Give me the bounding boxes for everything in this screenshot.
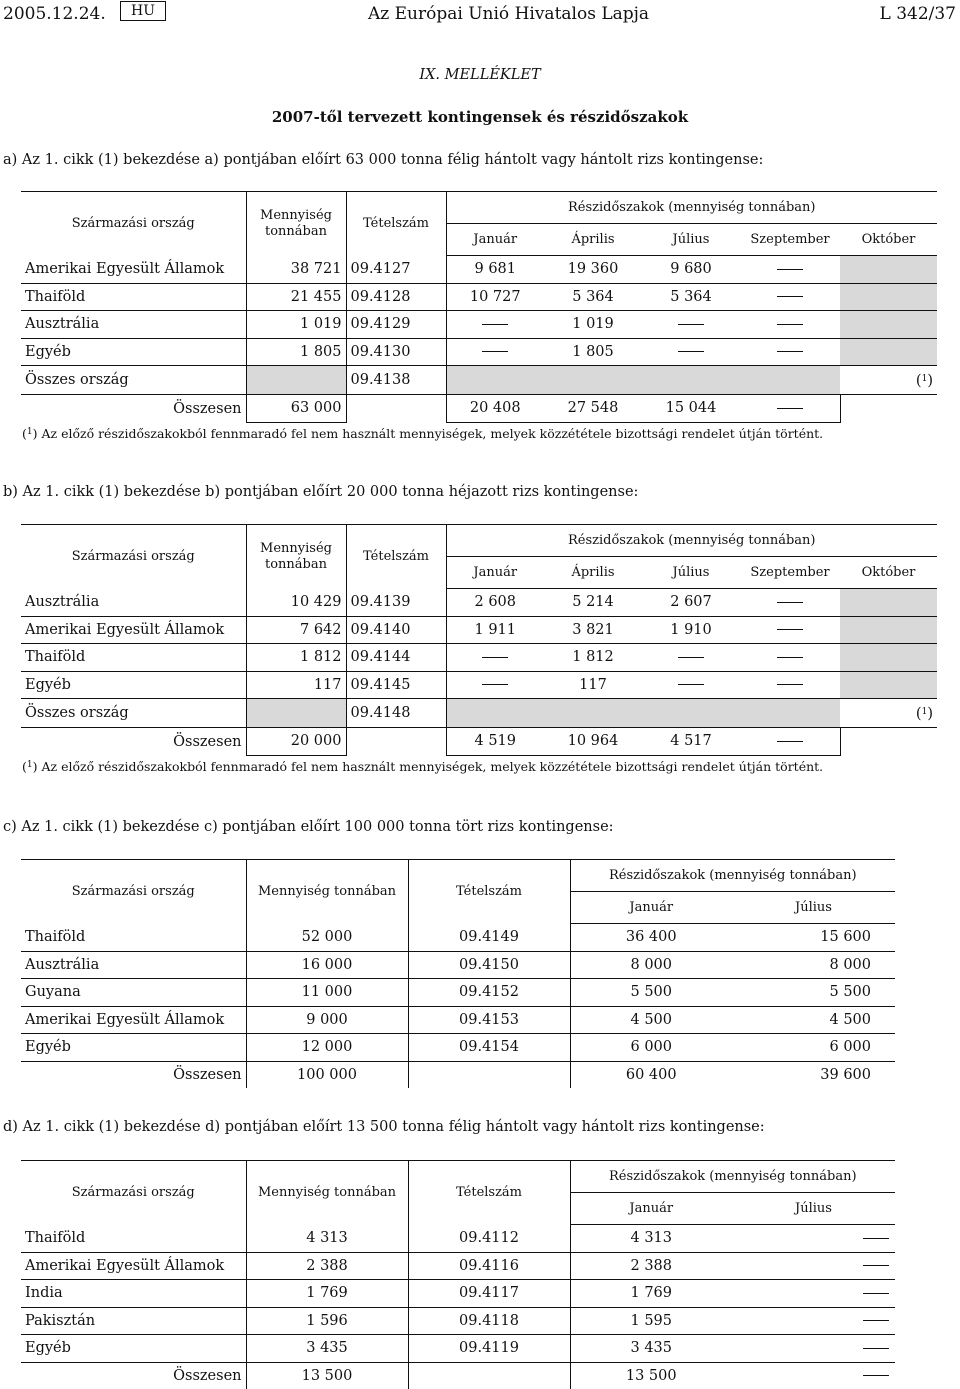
october-cell xyxy=(840,311,937,339)
total-january-cell: 4 519 xyxy=(446,728,544,756)
quantity-column-header: Mennyiség tonnában xyxy=(246,1161,408,1225)
october-cell xyxy=(840,671,937,699)
september-cell xyxy=(740,671,840,699)
total-label: Összesen xyxy=(173,1367,242,1384)
july-cell xyxy=(732,1307,895,1335)
order-number-cell: 09.4152 xyxy=(408,979,570,1007)
country-cell: Ausztrália xyxy=(21,589,246,617)
table-row xyxy=(21,589,937,617)
july-cell: 5 500 xyxy=(732,979,895,1007)
october-column-header: Október xyxy=(840,557,937,589)
july-cell xyxy=(642,311,740,339)
april-cell: 1 805 xyxy=(544,338,642,366)
order-number-cell: 09.4119 xyxy=(408,1335,570,1363)
january-cell xyxy=(446,311,544,339)
total-quantity-cell: 20 000 xyxy=(246,728,346,756)
january-cell: 1 595 xyxy=(570,1307,732,1335)
quantity-cell: 52 000 xyxy=(246,924,408,952)
order-number-cell: 09.4140 xyxy=(346,616,446,644)
country-cell: Thaiföld xyxy=(21,924,246,952)
july-cell xyxy=(642,671,740,699)
quantity-header-line: tonnában xyxy=(265,223,327,239)
quantity-cell: 2 388 xyxy=(246,1252,408,1280)
april-column-header: Április xyxy=(544,557,642,589)
july-cell: 8 000 xyxy=(732,951,895,979)
total-april-cell: 10 964 xyxy=(544,728,642,756)
header-date: 2005.12.24. xyxy=(3,4,106,24)
section-b-table xyxy=(21,524,937,756)
september-column-header: Szeptember xyxy=(740,224,840,256)
july-cell: 9 680 xyxy=(642,256,740,284)
table-row xyxy=(21,924,895,952)
order-number-cell: 09.4150 xyxy=(408,951,570,979)
country-cell: Egyéb xyxy=(21,1034,246,1062)
country-cell: Ausztrália xyxy=(21,951,246,979)
january-cell xyxy=(446,671,544,699)
table-row xyxy=(21,1225,895,1253)
order-number-cell: 09.4145 xyxy=(346,671,446,699)
table-row xyxy=(21,671,937,699)
october-column-header: Október xyxy=(840,224,937,256)
section-a-table xyxy=(21,191,937,423)
page-header xyxy=(0,2,960,26)
country-cell: Guyana xyxy=(21,979,246,1007)
july-cell: 15 600 xyxy=(732,924,895,952)
blank-cell xyxy=(408,1061,570,1088)
total-july-cell: 15 044 xyxy=(642,395,740,423)
annex-title: 2007-től tervezett kontingensek és részidőszakok xyxy=(271,108,689,126)
total-july-cell xyxy=(732,1362,895,1389)
subperiods-header: Részidőszakok (mennyiség tonnában) xyxy=(446,525,937,557)
january-cell xyxy=(446,338,544,366)
april-cell: 5 214 xyxy=(544,589,642,617)
january-cell: 1 769 xyxy=(570,1280,732,1308)
quantity-header-line: tonnában xyxy=(265,556,327,572)
quantity-cell: 38 721 xyxy=(246,256,346,284)
country-cell: Amerikai Egyesült Államok xyxy=(21,1006,246,1034)
table-row xyxy=(21,283,937,311)
quantity-cell: 4 313 xyxy=(246,1225,408,1253)
country-cell: Egyéb xyxy=(21,338,246,366)
order-number-cell: 09.4149 xyxy=(408,924,570,952)
order-number-column-header: Tételszám xyxy=(408,1161,570,1225)
section-d-intro: d) Az 1. cikk (1) bekezdése d) pontjában előírt 13 500 tonna félig hántolt vagy hántolt rizs kontingense: xyxy=(3,1119,765,1135)
quantity-header-line: Mennyiség xyxy=(260,207,332,223)
order-number-cell: 09.4130 xyxy=(346,338,446,366)
quantity-cell: 11 000 xyxy=(246,979,408,1007)
april-cell: 1 019 xyxy=(544,311,642,339)
total-label: Összesen xyxy=(173,1066,242,1083)
quantity-cell: 1 019 xyxy=(246,311,346,339)
section-c-table xyxy=(21,859,895,1088)
blank-cell xyxy=(840,395,937,423)
july-column-header: Július xyxy=(642,557,740,589)
july-column-header: Július xyxy=(732,892,895,924)
january-column-header: Január xyxy=(570,1193,732,1225)
order-number-cell: 09.4129 xyxy=(346,311,446,339)
table-row xyxy=(21,1252,895,1280)
table-row xyxy=(21,951,895,979)
country-cell: Thaiföld xyxy=(21,283,246,311)
order-number-column-header: Tételszám xyxy=(346,192,446,256)
order-number-cell: 09.4118 xyxy=(408,1307,570,1335)
journal-title: Az Európai Unió Hivatalos Lapja xyxy=(368,4,650,24)
subperiods-header: Részidőszakok (mennyiség tonnában) xyxy=(446,192,937,224)
order-number-cell: 09.4144 xyxy=(346,644,446,672)
april-column-header: Április xyxy=(544,224,642,256)
quantity-cell: 1 769 xyxy=(246,1280,408,1308)
quantity-column-header xyxy=(246,192,346,256)
total-row xyxy=(21,395,937,423)
quantity-cell: 9 000 xyxy=(246,1006,408,1034)
country-column-header: Származási ország xyxy=(21,525,246,589)
january-cell: 2 388 xyxy=(570,1252,732,1280)
september-cell xyxy=(740,283,840,311)
july-cell xyxy=(642,338,740,366)
october-cell: ($^1$) xyxy=(840,366,937,395)
country-cell: Egyéb xyxy=(21,1335,246,1363)
quantity-cell: 7 642 xyxy=(246,616,346,644)
subperiod-cell xyxy=(446,366,840,395)
page-reference: L 342/37 xyxy=(879,4,956,24)
october-cell xyxy=(840,589,937,617)
country-cell: Összes ország xyxy=(21,366,246,395)
quantity-cell xyxy=(246,366,346,395)
total-january-cell: 20 408 xyxy=(446,395,544,423)
total-july-cell: 39 600 xyxy=(820,1066,872,1083)
july-column-header: Július xyxy=(732,1193,895,1225)
july-cell xyxy=(642,644,740,672)
table-row xyxy=(21,644,937,672)
quantity-cell: 1 596 xyxy=(246,1307,408,1335)
country-column-header: Származási ország xyxy=(21,192,246,256)
july-cell xyxy=(732,1335,895,1363)
quantity-column-header: Mennyiség tonnában xyxy=(246,860,408,924)
table-row xyxy=(21,256,937,284)
country-column-header: Származási ország xyxy=(21,860,246,924)
april-cell: 117 xyxy=(544,671,642,699)
table-row xyxy=(21,616,937,644)
blank-cell xyxy=(840,728,937,756)
quantity-header-line: Mennyiség xyxy=(260,540,332,556)
country-cell: Pakisztán xyxy=(21,1307,246,1335)
april-cell: 19 360 xyxy=(544,256,642,284)
january-column-header: Január xyxy=(446,224,544,256)
october-cell xyxy=(840,644,937,672)
order-number-cell: 09.4127 xyxy=(346,256,446,284)
quantity-cell: 16 000 xyxy=(246,951,408,979)
quantity-cell: 3 435 xyxy=(246,1335,408,1363)
september-cell xyxy=(740,311,840,339)
quantity-cell: 21 455 xyxy=(246,283,346,311)
order-number-column-header: Tételszám xyxy=(408,860,570,924)
september-cell xyxy=(740,338,840,366)
quantity-cell xyxy=(246,699,346,728)
section-b-footnote: ($^1$) Az előző részidőszakokból fennmaradó fel nem használt mennyiségek, melyek közzététele bizottsági rendelet útján történt. xyxy=(22,759,824,774)
july-cell xyxy=(732,1225,895,1253)
language-badge: HU xyxy=(120,1,166,21)
blank-cell xyxy=(346,728,446,756)
total-label: Összesen xyxy=(173,733,242,750)
october-cell xyxy=(840,616,937,644)
all-countries-row xyxy=(21,366,937,395)
table-row xyxy=(21,979,895,1007)
order-number-cell: 09.4153 xyxy=(408,1006,570,1034)
order-number-column-header: Tételszám xyxy=(346,525,446,589)
country-cell: India xyxy=(21,1280,246,1308)
january-cell: 8 000 xyxy=(570,951,732,979)
order-number-cell: 09.4117 xyxy=(408,1280,570,1308)
order-number-cell: 09.4128 xyxy=(346,283,446,311)
table-row xyxy=(21,1280,895,1308)
january-column-header: Január xyxy=(446,557,544,589)
july-cell: 6 000 xyxy=(732,1034,895,1062)
october-cell: ($^1$) xyxy=(840,699,937,728)
january-cell: 5 500 xyxy=(570,979,732,1007)
september-cell xyxy=(740,616,840,644)
january-cell: 3 435 xyxy=(570,1335,732,1363)
january-cell: 1 911 xyxy=(446,616,544,644)
january-cell: 10 727 xyxy=(446,283,544,311)
quantity-cell: 1 812 xyxy=(246,644,346,672)
country-column-header: Származási ország xyxy=(21,1161,246,1225)
total-september-cell xyxy=(740,395,840,423)
september-cell xyxy=(740,589,840,617)
july-cell: 2 607 xyxy=(642,589,740,617)
january-cell: 9 681 xyxy=(446,256,544,284)
july-cell xyxy=(732,1280,895,1308)
october-cell xyxy=(840,256,937,284)
july-column-header: Július xyxy=(642,224,740,256)
country-cell: Egyéb xyxy=(21,671,246,699)
january-cell xyxy=(446,644,544,672)
january-cell: 4 500 xyxy=(570,1006,732,1034)
annex-label: IX. MELLÉKLET xyxy=(419,67,541,83)
total-label: Összesen xyxy=(173,400,242,417)
section-c-intro: c) Az 1. cikk (1) bekezdése c) pontjában előírt 100 000 tonna tört rizs kontingense: xyxy=(3,819,614,835)
september-cell xyxy=(740,256,840,284)
january-cell: 36 400 xyxy=(570,924,732,952)
october-cell xyxy=(840,338,937,366)
quantity-cell: 117 xyxy=(246,671,346,699)
country-cell: Összes ország xyxy=(21,699,246,728)
section-d-table xyxy=(21,1160,895,1389)
footnote-reference: 1 xyxy=(921,374,928,384)
april-cell: 1 812 xyxy=(544,644,642,672)
table-row xyxy=(21,1034,895,1062)
total-april-cell: 27 548 xyxy=(544,395,642,423)
total-row xyxy=(21,728,937,756)
quantity-cell: 12 000 xyxy=(246,1034,408,1062)
january-cell: 2 608 xyxy=(446,589,544,617)
country-cell: Amerikai Egyesült Államok xyxy=(21,616,246,644)
all-countries-row xyxy=(21,699,937,728)
country-cell: Ausztrália xyxy=(21,311,246,339)
total-january-cell: 60 400 xyxy=(570,1061,732,1088)
blank-cell xyxy=(346,395,446,423)
total-september-cell xyxy=(740,728,840,756)
order-number-cell: 09.4116 xyxy=(408,1252,570,1280)
subperiods-header: Részidőszakok (mennyiség tonnában) xyxy=(570,1161,895,1193)
july-cell: 1 910 xyxy=(642,616,740,644)
footnote-reference: 1 xyxy=(921,707,928,717)
total-row xyxy=(21,1061,895,1088)
subperiod-cell xyxy=(446,699,840,728)
october-cell xyxy=(840,283,937,311)
table-row xyxy=(21,311,937,339)
order-number-cell: 09.4112 xyxy=(408,1225,570,1253)
section-a-footnote: ($^1$) Az előző részidőszakokból fennmaradó fel nem használt mennyiségek, melyek közzététele bizottsági rendelet útján történt. xyxy=(22,426,824,441)
table-row xyxy=(21,1307,895,1335)
order-number-cell: 09.4139 xyxy=(346,589,446,617)
country-cell: Amerikai Egyesült Államok xyxy=(21,1252,246,1280)
total-quantity-cell: 63 000 xyxy=(246,395,346,423)
country-cell: Thaiföld xyxy=(21,644,246,672)
total-july-cell: 4 517 xyxy=(642,728,740,756)
country-cell: Thaiföld xyxy=(21,1225,246,1253)
blank-cell xyxy=(408,1362,570,1389)
order-number-cell: 09.4154 xyxy=(408,1034,570,1062)
order-number-cell: 09.4138 xyxy=(346,366,446,395)
july-cell: 5 364 xyxy=(642,283,740,311)
total-row xyxy=(21,1362,895,1389)
table-row xyxy=(21,1006,895,1034)
section-b-intro: b) Az 1. cikk (1) bekezdése b) pontjában előírt 20 000 tonna héjazott rizs kontingense: xyxy=(3,484,639,500)
section-a-intro: a) Az 1. cikk (1) bekezdése a) pontjában előírt 63 000 tonna félig hántolt vagy hántolt rizs kontingense: xyxy=(3,152,764,168)
january-cell: 6 000 xyxy=(570,1034,732,1062)
september-cell xyxy=(740,644,840,672)
total-january-cell: 13 500 xyxy=(570,1362,732,1389)
september-column-header: Szeptember xyxy=(740,557,840,589)
table-row xyxy=(21,338,937,366)
order-number-cell: 09.4148 xyxy=(346,699,446,728)
country-cell: Amerikai Egyesült Államok xyxy=(21,256,246,284)
july-cell xyxy=(732,1252,895,1280)
july-cell: 4 500 xyxy=(732,1006,895,1034)
total-quantity-cell: 13 500 xyxy=(246,1362,408,1389)
january-column-header: Január xyxy=(570,892,732,924)
total-quantity-cell: 100 000 xyxy=(246,1061,408,1088)
table-row xyxy=(21,1335,895,1363)
january-cell: 4 313 xyxy=(570,1225,732,1253)
april-cell: 3 821 xyxy=(544,616,642,644)
quantity-cell: 10 429 xyxy=(246,589,346,617)
subperiods-header: Részidőszakok (mennyiség tonnában) xyxy=(570,860,895,892)
quantity-column-header xyxy=(246,525,346,589)
april-cell: 5 364 xyxy=(544,283,642,311)
quantity-cell: 1 805 xyxy=(246,338,346,366)
